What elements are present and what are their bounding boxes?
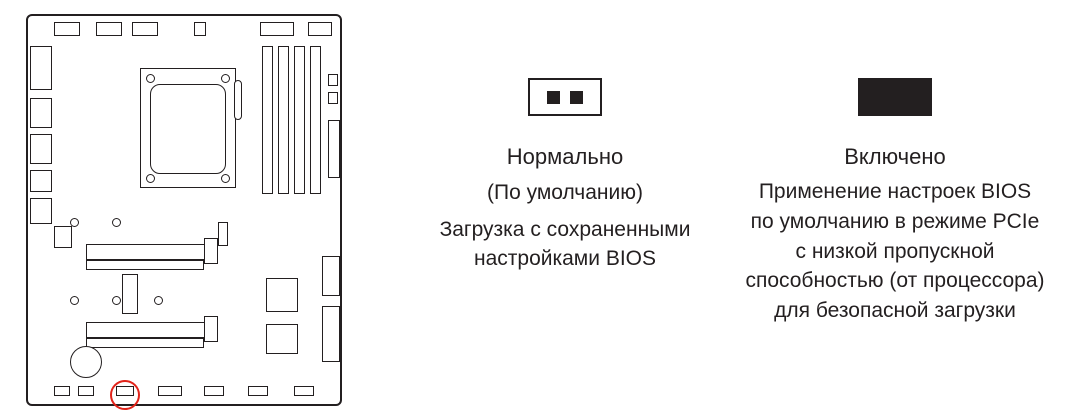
top-connector-5 (308, 22, 332, 36)
dimm-slot-1 (262, 46, 273, 194)
dimm-slot-2 (278, 46, 289, 194)
socket-screw-br (221, 174, 230, 183)
cpu-socket-inner (150, 84, 226, 174)
atx-24pin-connector (328, 120, 340, 178)
pcie-latch-1 (204, 238, 218, 264)
m2-slot (122, 274, 138, 314)
dimm-slot-4 (310, 46, 321, 194)
socket-screw-tr (221, 74, 230, 83)
bottom-header-3 (158, 386, 182, 396)
jumper-open-icon (528, 78, 602, 116)
audio-jack-group (30, 198, 52, 224)
front-panel-header (322, 306, 340, 362)
jbat1-highlight-circle (110, 380, 140, 410)
io-port-2 (30, 134, 52, 164)
chipset-heatsink-2 (266, 324, 298, 354)
pcie-slot-2 (86, 338, 204, 348)
top-connector-2 (96, 22, 122, 36)
top-connector-3 (132, 22, 158, 36)
cmos-battery (70, 346, 102, 378)
io-port-1 (30, 98, 52, 128)
jumper-legend (400, 78, 1060, 326)
socket-screw-bl (146, 174, 155, 183)
top-connector-1 (54, 22, 80, 36)
bottom-header-5 (248, 386, 268, 396)
chipset-heatsink (266, 278, 298, 312)
standoff-hole-2 (112, 296, 121, 305)
pcie-slot-1 (86, 260, 204, 270)
pin-right (570, 91, 583, 104)
legend-title-enabled: Включено (844, 144, 946, 169)
right-connector-2 (328, 92, 338, 104)
standoff-hole-1 (70, 296, 79, 305)
atx-12v-connector (260, 22, 294, 36)
legend-column-enabled (745, 78, 1045, 326)
standoff-hole-5 (112, 218, 121, 227)
bottom-header-1 (54, 386, 70, 396)
pin-left (547, 91, 560, 104)
jumper-closed-icon (858, 78, 932, 116)
socket-screw-tl (146, 74, 155, 83)
dimm-slot-3 (294, 46, 305, 194)
m2-heatsink-1 (86, 244, 218, 260)
m2-heatsink-2 (86, 322, 218, 338)
legend-subtitle-normal: (По умолчанию) (486, 181, 643, 204)
sata-port-group (322, 256, 340, 296)
pcie-latch-2 (204, 316, 218, 342)
legend-description-normal: Загрузка с сохраненными настройками BIOS (439, 217, 691, 271)
socket-lever (234, 80, 242, 120)
bottom-header-6 (294, 386, 314, 396)
bottom-header-4 (204, 386, 224, 396)
standoff-hole-3 (154, 296, 163, 305)
usb-header (218, 222, 228, 246)
standoff-hole-4 (70, 218, 79, 227)
io-port-3 (30, 170, 52, 192)
io-shield (30, 46, 52, 90)
bottom-header-2 (78, 386, 94, 396)
legend-title-normal: Нормально (506, 144, 624, 169)
vrm-heatsink (54, 226, 72, 248)
legend-column-normal (415, 78, 715, 274)
motherboard-illustration (8, 6, 358, 414)
top-connector-4 (194, 22, 206, 36)
legend-description-enabled: Применение настроек BIOS по умолчанию в режиме PCIe с низкой пропускной способностью (от процессора) для безопасной загрузки (745, 180, 1045, 323)
right-connector-1 (328, 74, 338, 86)
